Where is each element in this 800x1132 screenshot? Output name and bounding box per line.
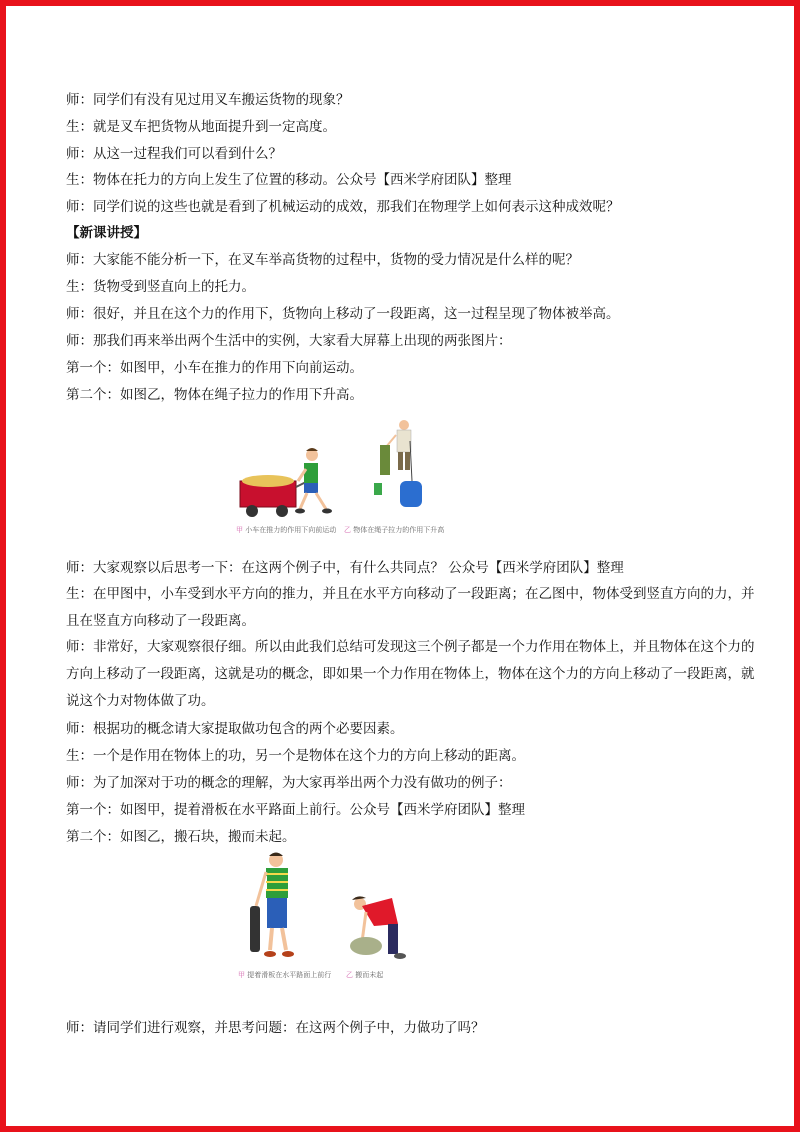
text-line: 师：请同学们进行观察，并思考问题：在这两个例子中，力做功了吗？ (66, 1020, 485, 1036)
text-line: 生：一个是作用在物体上的功，另一个是物体在这个力的方向上移动的距离。 (66, 748, 525, 764)
no-work-illustration (242, 846, 422, 971)
caption-label: 乙 (346, 971, 353, 979)
text-line: 师：为了加深对于功的概念的理解，为大家再举出两个力没有做功的例子： (66, 775, 512, 791)
text-line: 生：物体在托力的方向上发生了位置的移动。公众号【西米学府团队】整理 (66, 172, 512, 188)
text-line: 师：同学们说的这些也就是看到了机械运动的成效，那我们在物理学上如何表示这种成效呢？ (66, 199, 620, 215)
figure-caption (238, 971, 331, 980)
cart-push-illustration (234, 411, 434, 541)
text-paragraph: 生：在甲图中，小车受到水平方向的推力，并且在水平方向移动了一段距离；在乙图中，物体受到竖直方向的力，并且在竖直方向移动了一段距离。 (66, 586, 755, 629)
text-line: 师：大家观察以后思考一下：在这两个例子中，有什么共同点？ 公众号【西米学府团队】整理 (66, 560, 624, 576)
text-line: 第一个：如图甲，小车在推力的作用下向前运动。 (66, 360, 363, 376)
caption-text: 物体在绳子拉力的作用下升高 (353, 526, 445, 534)
text-line: 生：货物受到竖直向上的托力。 (66, 279, 255, 295)
caption-label: 乙 (344, 526, 351, 534)
text-line: 第二个：如图乙，物体在绳子拉力的作用下升高。 (66, 387, 363, 403)
caption-text: 小车在推力的作用下向前运动 (245, 526, 337, 534)
figure-caption (344, 526, 444, 535)
text-line: 师：从这一过程我们可以看到什么？ (66, 146, 282, 162)
text-line: 师：同学们有没有见过用叉车搬运货物的现象？ (66, 92, 350, 108)
figure-caption (236, 526, 336, 535)
figure-caption (346, 971, 383, 980)
text-line: 生：就是叉车把货物从地面提升到一定高度。 (66, 119, 336, 135)
text-line: 第二个：如图乙，搬石块，搬而未起。 (66, 829, 296, 845)
text-paragraph: 师：非常好，大家观察很仔细。所以由此我们总结可发现这三个例子都是一个力作用在物体上，并且物体在这个力的方向上移动了一段距离，这就是功的概念，即如果一个力作用在物体上，物体在这个力的方向上移动了一段距离，就说这个力对物体做了功。 (66, 639, 755, 709)
text-line: 第一个：如图甲，提着滑板在水平路面上前行。公众号【西米学府团队】整理 (66, 802, 525, 818)
caption-label: 甲 (238, 971, 245, 979)
figure-no-work-examples (242, 846, 422, 971)
text-line: 师：很好，并且在这个力的作用下，货物向上移动了一段距离，这一过程呈现了物体被举高。 (66, 306, 620, 322)
caption-text: 搬而未起 (355, 971, 384, 979)
figure-cart-and-lift (234, 411, 434, 541)
section-heading: 【新课讲授】 (66, 225, 147, 241)
caption-text: 提着滑板在水平路面上前行 (247, 971, 332, 979)
text-line: 师：那我们再来举出两个生活中的实例，大家看大屏幕上出现的两张图片： (66, 333, 512, 349)
text-line: 师：根据功的概念请大家提取做功包含的两个必要因素。 (66, 721, 404, 737)
text-line: 师：大家能不能分析一下，在叉车举高货物的过程中，货物的受力情况是什么样的呢？ (66, 252, 579, 268)
caption-label: 甲 (236, 526, 243, 534)
